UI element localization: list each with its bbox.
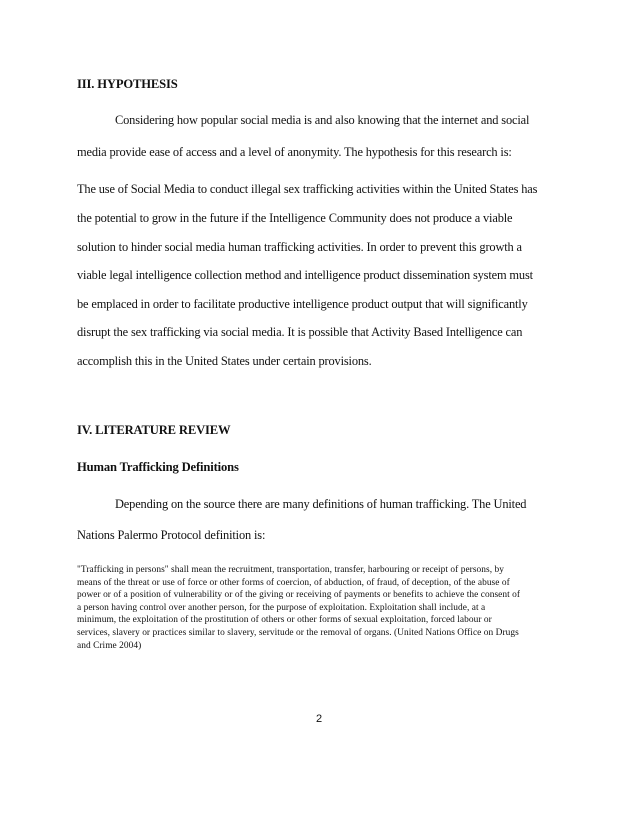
palermo-protocol-quote (77, 564, 567, 652)
hypothesis-statement-line-4: viable legal intelligence collection method and intelligence product dissemination system must (77, 268, 533, 282)
hypothesis-statement-line-6: disrupt the sex trafficking via social media. It is possible that Activity Based Intelligence can (77, 325, 523, 339)
hypothesis-statement-line-2: the potential to grow in the future if the Intelligence Community does not produce a viable (77, 211, 513, 225)
hypothesis-statement-line-7: accomplish this in the United States under certain provisions. (77, 354, 372, 368)
definitions-line-1: Depending on the source there are many definitions of human trafficking. The United (115, 497, 527, 511)
hypothesis-statement-line-3: solution to hinder social media human trafficking activities. In order to prevent this growth a (77, 240, 522, 254)
page-number: 2 (315, 713, 323, 725)
quote-line: and Crime 2004) (77, 640, 142, 651)
definitions-line-2: Nations Palermo Protocol definition is: (77, 528, 266, 542)
quote-line: means of the threat or use of force or other forms of coercion, of abduction, of fraud, of deception, of the abuse of (77, 577, 510, 588)
quote-line: minimum, the exploitation of the prostitution of others or other forms of sexual exploitation, forced labour or (77, 615, 492, 626)
quote-line: a person having control over another person, for the purpose of exploitation. Exploitation shall include, at a (77, 602, 486, 613)
subheading-human-trafficking-definitions: Human Trafficking Definitions (77, 460, 239, 474)
hypothesis-line-2: media provide ease of access and a level of anonymity. The hypothesis for this research is: (77, 145, 512, 159)
quote-line: power or of a position of vulnerability or of the giving or receiving of payments or benefits to achieve the consent of (77, 590, 521, 601)
hypothesis-line-1: Considering how popular social media is and also knowing that the internet and social (115, 113, 530, 127)
section-heading-literature-review: IV. LITERATURE REVIEW (77, 423, 231, 437)
quote-line: services, slavery or practices similar to slavery, servitude or the removal of organs. (United Nations Office on Drugs (77, 627, 519, 638)
hypothesis-statement-line-1: The use of Social Media to conduct illegal sex trafficking activities within the United States has (77, 182, 538, 196)
section-heading-hypothesis: III. HYPOTHESIS (77, 77, 178, 91)
quote-line: "Trafficking in persons" shall mean the recruitment, transportation, transfer, harbouring or receipt of persons, by (77, 565, 504, 575)
hypothesis-statement-line-5: be emplaced in order to facilitate productive intelligence product output that will significantly (77, 297, 528, 311)
